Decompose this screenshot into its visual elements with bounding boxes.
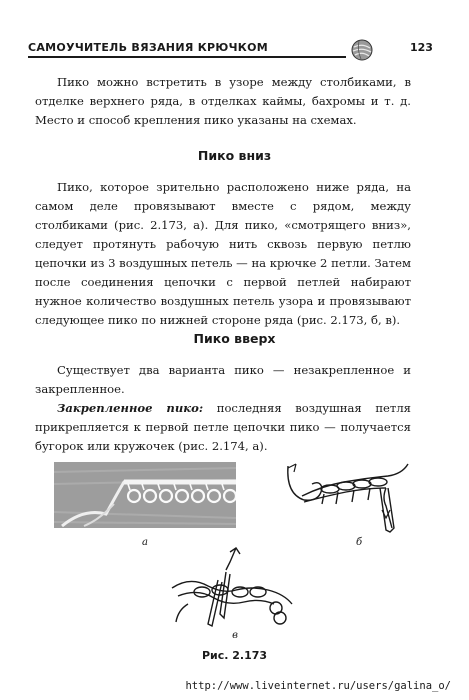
heading-pico-up: Пико вверх xyxy=(193,331,276,346)
page-number: 123 xyxy=(410,41,433,54)
figure-b-diagram xyxy=(282,458,412,534)
pico-up-paragraph: Существует два варианта пико — незакрепленное и закрепленное. xyxy=(35,363,411,396)
figure-v-label: в xyxy=(232,630,238,641)
figure-a-label: а xyxy=(142,537,148,548)
yarn-ball-icon xyxy=(350,38,374,62)
figure-a-photo xyxy=(54,462,236,528)
figure-caption: Рис. 2.173 xyxy=(201,649,268,662)
intro-paragraph: Пико можно встретить в узоре между столбиками, в отделке верхнего ряда, в отделках каймы, бахромы и т. д. Место и способ крепления пико указаны на схемах. xyxy=(35,75,411,127)
fixed-pico-paragraph xyxy=(35,399,411,456)
source-url: http://www.liveinternet.ru/users/galina_o/ xyxy=(185,680,451,692)
fixed-pico-term: Закрепленное пико: xyxy=(57,401,204,415)
pico-down-paragraph: Пико, которое зрительно расположено ниже ряда, на самом деле провязывают вместе с рядом, между столбиками (рис. 2.173, а). Для пико, «смотрящего вниз», следует протянуть рабочую нить сквозь первую петлю цепочки из 3 воздушных петель — на крючке 2 петли. Затем после соединения цепочки с первой петлей набирают нужное количество воздушных петель узора и провязывают следующее пико по нижней стороне ряда (рис. 2.173, б, в). xyxy=(35,180,411,327)
heading-pico-down: Пико вниз xyxy=(197,148,272,163)
header-rule xyxy=(28,56,346,58)
figure-b-label: б xyxy=(355,537,363,548)
figure-v-diagram xyxy=(168,544,300,630)
book-title: САМОУЧИТЕЛЬ ВЯЗАНИЯ КРЮЧКОМ xyxy=(28,41,268,54)
running-header xyxy=(28,38,438,60)
fixed-pico-text: последняя воздушная петля прикрепляется к первой петле цепочки пико — получается бугорок или кружочек (рис. 2.174, а). xyxy=(35,401,411,453)
